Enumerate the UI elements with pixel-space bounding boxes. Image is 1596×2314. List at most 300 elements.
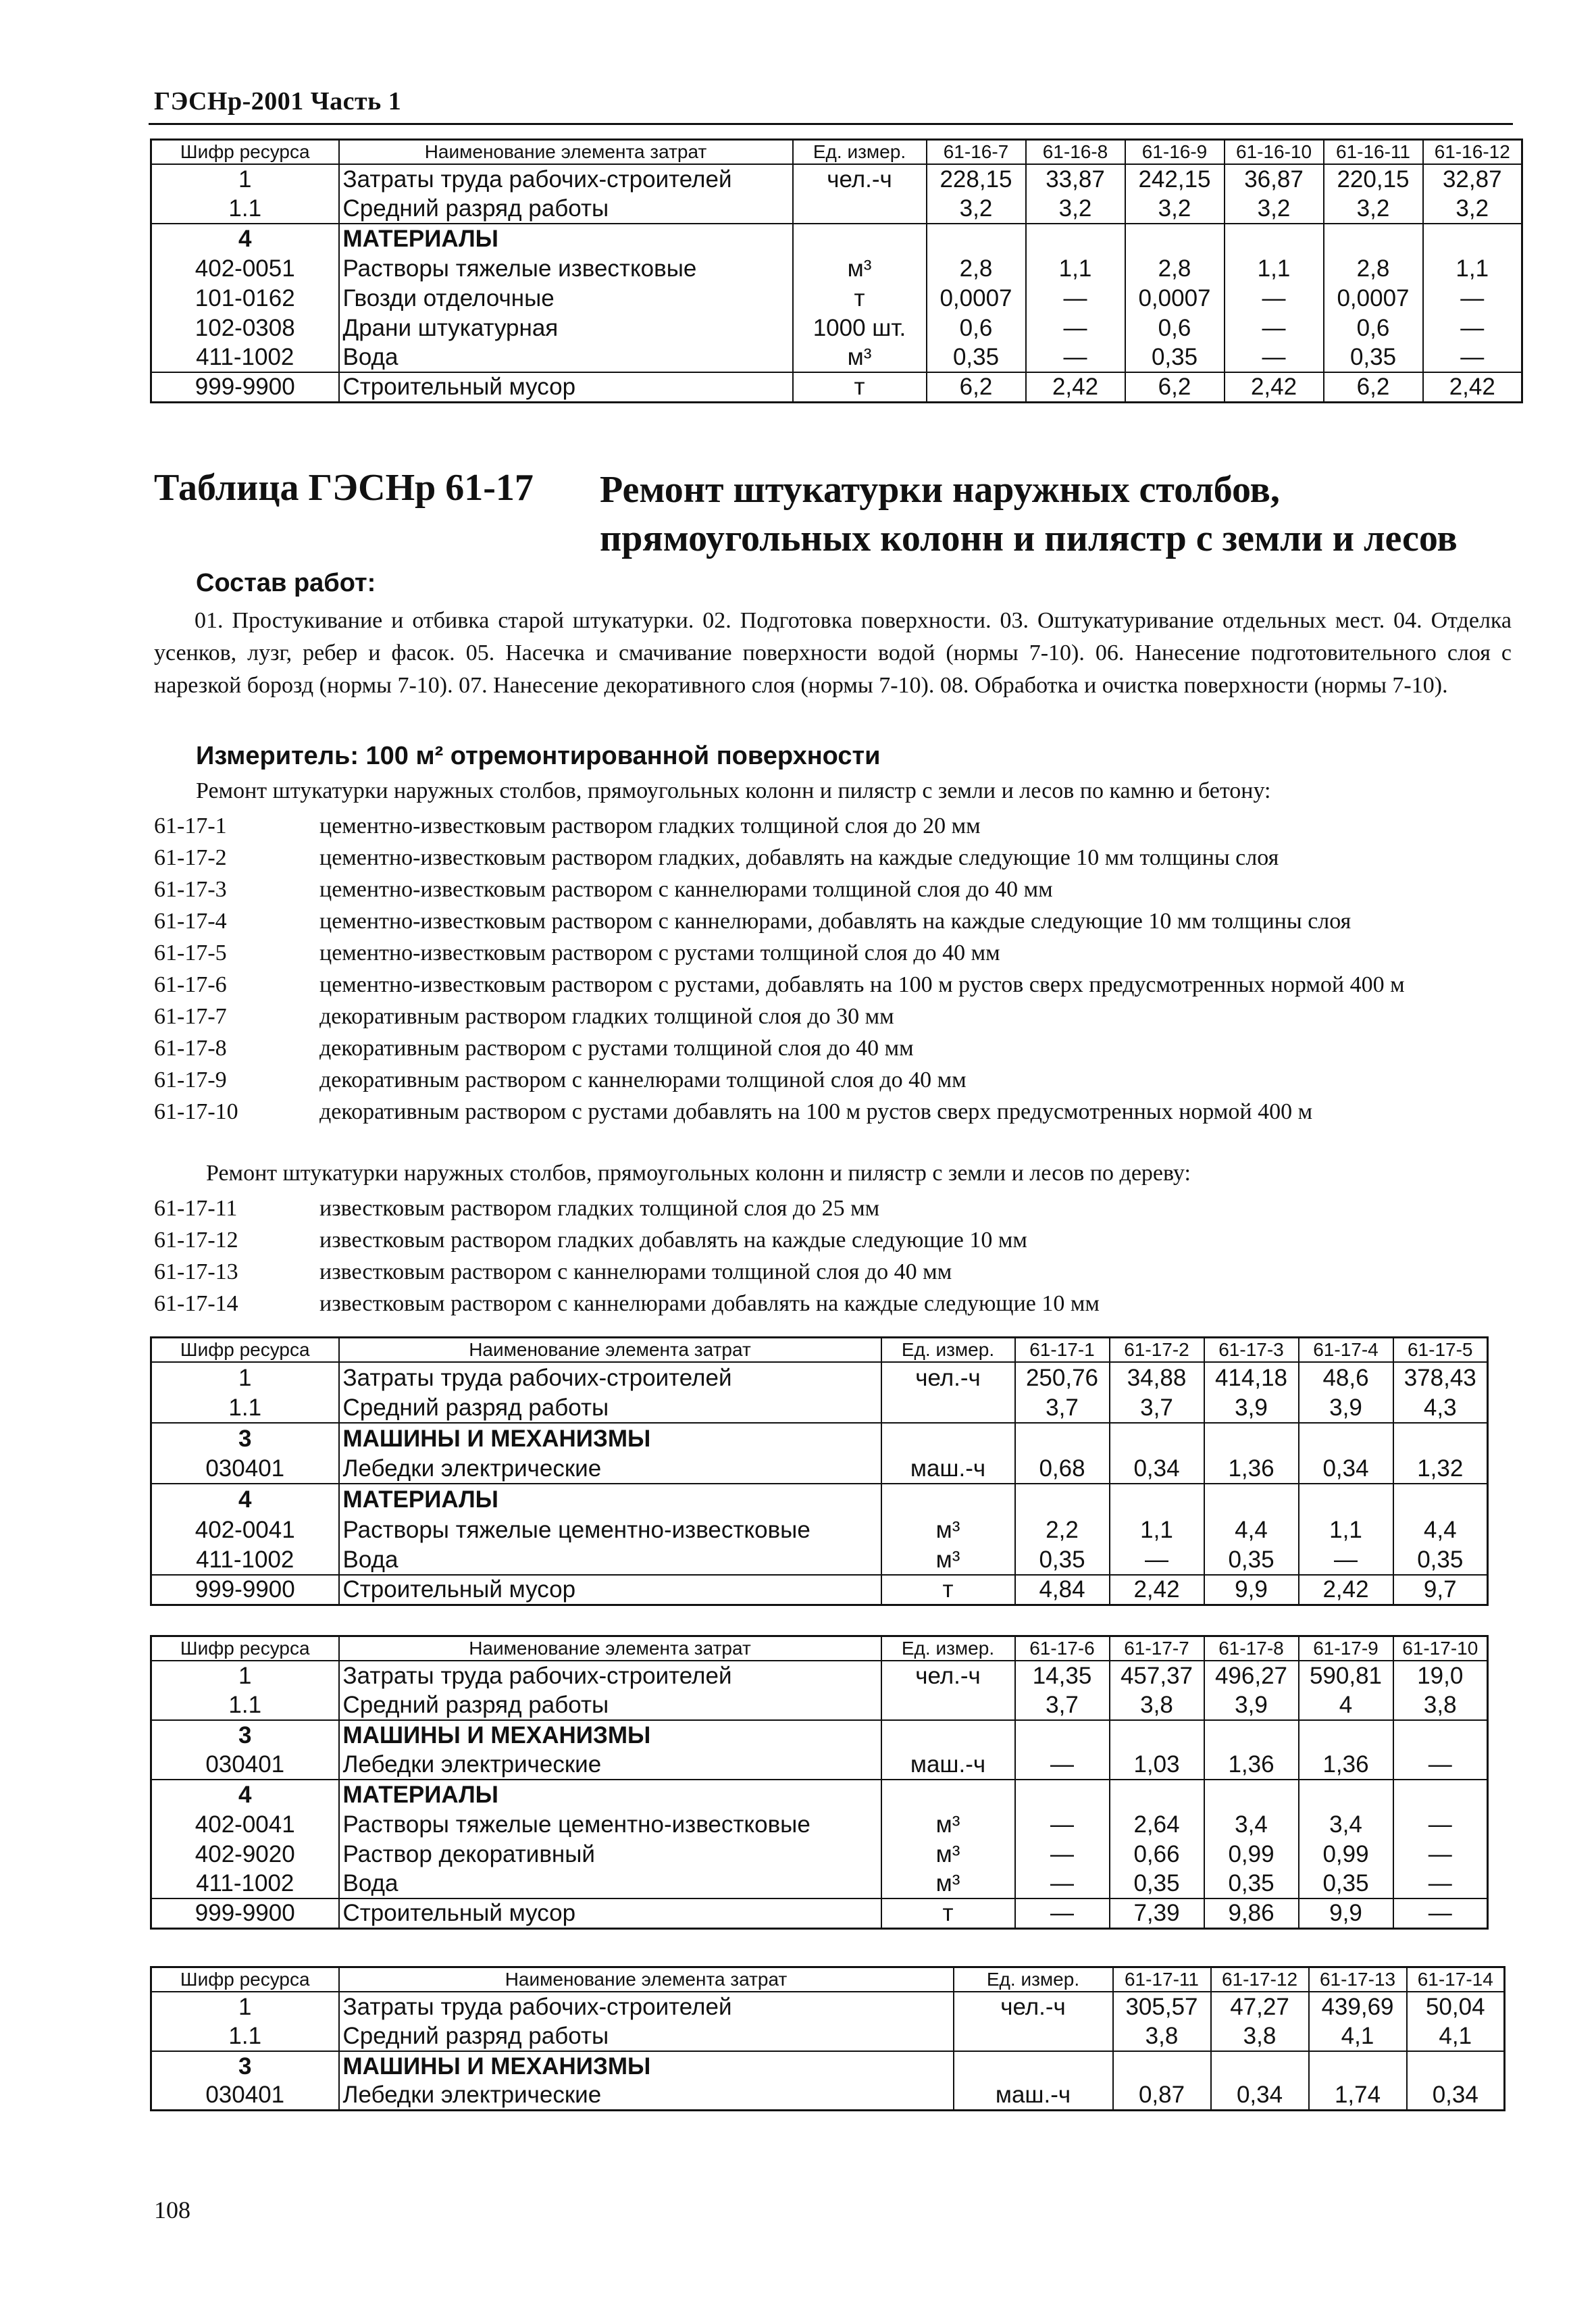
table-row bbox=[151, 164, 1522, 194]
norm-value-cell: 3,8 bbox=[1113, 2021, 1211, 2051]
unit-cell: чел.-ч bbox=[793, 164, 927, 194]
resource-code-cell: 102-0308 bbox=[151, 313, 339, 343]
norm-value-cell: — bbox=[1393, 1809, 1488, 1839]
norm-value-cell: 0,34 bbox=[1299, 1453, 1393, 1484]
unit-cell: м³ bbox=[881, 1869, 1015, 1898]
intro-wood: Ремонт штукатурки наружных столбов, прямоугольных колонн и пилястр с земли и лесов по дереву: bbox=[206, 1161, 1191, 1186]
norm-value-cell: 3,2 bbox=[1423, 194, 1522, 224]
norm-description: цементно-известковым раствором с каннелюрами, добавлять на каждые следующие 10 мм толщины слоя bbox=[319, 909, 1352, 934]
table-row bbox=[151, 2051, 1505, 2081]
norm-value-cell: 0,35 bbox=[1110, 1869, 1204, 1898]
header-norm-61-17-4: 61-17-4 bbox=[1299, 1338, 1393, 1362]
norm-value-cell: 19,0 bbox=[1393, 1661, 1488, 1690]
norm-value-cell: 3,4 bbox=[1299, 1809, 1393, 1839]
header-unit: Ед. измер. bbox=[881, 1338, 1015, 1362]
unit-cell bbox=[881, 1780, 1015, 1809]
norm-list-item bbox=[154, 1192, 1512, 1224]
norm-value-cell: 3,7 bbox=[1110, 1392, 1204, 1423]
norm-value-cell: — bbox=[1026, 343, 1125, 372]
norm-list-item bbox=[154, 1256, 1512, 1288]
unit-cell: м³ bbox=[881, 1839, 1015, 1869]
norm-value-cell: 220,15 bbox=[1324, 164, 1423, 194]
norm-value-cell: 3,2 bbox=[1026, 194, 1125, 224]
norm-code: 61-17-8 bbox=[154, 1036, 227, 1061]
norm-code: 61-17-4 bbox=[154, 909, 227, 934]
norm-value-cell: 2,2 bbox=[1015, 1514, 1110, 1544]
norm-value-cell: 3,2 bbox=[927, 194, 1026, 224]
table-row bbox=[151, 1992, 1505, 2021]
resource-code-cell: 3 bbox=[151, 1720, 339, 1750]
norm-value-cell bbox=[1204, 1484, 1299, 1514]
resource-code-cell: 999-9900 bbox=[151, 1575, 339, 1605]
cost-element-cell: Растворы тяжелые цементно-известковые bbox=[339, 1809, 881, 1839]
norm-value-cell bbox=[1015, 1423, 1110, 1453]
norm-description: декоративным раствором гладких толщиной слоя до 30 мм bbox=[319, 1004, 894, 1029]
norm-value-cell: 9,9 bbox=[1204, 1575, 1299, 1605]
norm-value-cell: 0,6 bbox=[927, 313, 1026, 343]
norm-value-cell: — bbox=[1225, 283, 1324, 313]
unit-cell bbox=[793, 194, 927, 224]
unit-cell: маш.-ч bbox=[954, 2081, 1113, 2111]
norm-value-cell bbox=[1125, 224, 1225, 253]
norm-list-wood bbox=[154, 1192, 1512, 1319]
norm-value-cell: — bbox=[1423, 313, 1522, 343]
norm-list-item bbox=[154, 1001, 1512, 1032]
resource-code-cell: 999-9900 bbox=[151, 1898, 339, 1929]
norm-value-cell: 2,42 bbox=[1423, 372, 1522, 403]
norm-value-cell bbox=[1204, 1720, 1299, 1750]
norm-value-cell bbox=[1423, 224, 1522, 253]
norm-value-cell: 3,9 bbox=[1204, 1392, 1299, 1423]
norm-code: 61-17-12 bbox=[154, 1228, 238, 1253]
header-norm-61-17-6: 61-17-6 bbox=[1015, 1636, 1110, 1661]
norm-value-cell bbox=[1393, 1720, 1488, 1750]
norm-value-cell bbox=[1299, 1780, 1393, 1809]
norm-value-cell bbox=[1299, 1423, 1393, 1453]
norm-value-cell: — bbox=[1015, 1809, 1110, 1839]
resource-code-cell: 999-9900 bbox=[151, 372, 339, 403]
cost-element-cell: Вода bbox=[339, 343, 793, 372]
unit-cell: м³ bbox=[793, 253, 927, 283]
norm-value-cell: 378,43 bbox=[1393, 1362, 1488, 1392]
norm-code: 61-17-6 bbox=[154, 972, 227, 997]
unit-cell: м³ bbox=[793, 343, 927, 372]
norm-value-cell: 0,68 bbox=[1015, 1453, 1110, 1484]
norm-list-item bbox=[154, 810, 1512, 842]
resource-code-cell: 1 bbox=[151, 1362, 339, 1392]
norm-description: цементно-известковым раствором гладких толщиной слоя до 20 мм bbox=[319, 813, 981, 838]
norm-value-cell: 457,37 bbox=[1110, 1661, 1204, 1690]
cost-element-cell: Строительный мусор bbox=[339, 1898, 881, 1929]
norm-value-cell bbox=[1393, 1780, 1488, 1809]
norm-value-cell: 3,2 bbox=[1125, 194, 1225, 224]
norm-value-cell: 36,87 bbox=[1225, 164, 1324, 194]
norm-value-cell: 0,6 bbox=[1324, 313, 1423, 343]
norm-value-cell: 0,35 bbox=[1125, 343, 1225, 372]
norm-value-cell bbox=[1113, 2051, 1211, 2081]
norm-value-cell: 2,42 bbox=[1110, 1575, 1204, 1605]
header-norm-61-17-10: 61-17-10 bbox=[1393, 1636, 1488, 1661]
table-row bbox=[151, 283, 1522, 313]
table-row bbox=[151, 194, 1522, 224]
unit-cell: чел.-ч bbox=[881, 1362, 1015, 1392]
table-row bbox=[151, 1869, 1488, 1898]
resource-code-cell: 402-9020 bbox=[151, 1839, 339, 1869]
header-norm-61-17-14: 61-17-14 bbox=[1407, 1967, 1505, 1992]
norm-value-cell: 1,1 bbox=[1225, 253, 1324, 283]
norm-value-cell: 33,87 bbox=[1026, 164, 1125, 194]
norm-value-cell bbox=[1204, 1423, 1299, 1453]
unit-cell: маш.-ч bbox=[881, 1750, 1015, 1780]
norm-value-cell: — bbox=[1015, 1869, 1110, 1898]
unit-cell bbox=[793, 224, 927, 253]
unit-cell bbox=[954, 2021, 1113, 2051]
unit-cell: чел.-ч bbox=[954, 1992, 1113, 2021]
norm-description: известковым раствором с каннелюрами толщиной слоя до 40 мм bbox=[319, 1259, 952, 1284]
norm-value-cell bbox=[927, 224, 1026, 253]
norm-value-cell: 1,1 bbox=[1299, 1514, 1393, 1544]
norm-value-cell bbox=[1110, 1484, 1204, 1514]
norm-value-cell: 4,3 bbox=[1393, 1392, 1488, 1423]
cost-element-cell: МАШИНЫ И МЕХАНИЗМЫ bbox=[339, 2051, 954, 2081]
cost-element-cell: МАТЕРИАЛЫ bbox=[339, 1484, 881, 1514]
table-row bbox=[151, 1780, 1488, 1809]
norm-list-item bbox=[154, 1032, 1512, 1064]
table-row bbox=[151, 372, 1522, 403]
cost-element-cell: Растворы тяжелые цементно-известковые bbox=[339, 1514, 881, 1544]
norm-value-cell: — bbox=[1026, 283, 1125, 313]
norm-value-cell bbox=[1015, 1780, 1110, 1809]
norm-value-cell: — bbox=[1423, 343, 1522, 372]
norm-value-cell: 6,2 bbox=[1324, 372, 1423, 403]
cost-element-cell: Растворы тяжелые известковые bbox=[339, 253, 793, 283]
works-heading: Состав работ: bbox=[196, 569, 376, 597]
header-norm-61-17-3: 61-17-3 bbox=[1204, 1338, 1299, 1362]
cost-element-cell: МАШИНЫ И МЕХАНИЗМЫ bbox=[339, 1423, 881, 1453]
header-resource-code: Шифр ресурса bbox=[151, 1967, 339, 1992]
cost-element-cell: Затраты труда рабочих-строителей bbox=[339, 164, 793, 194]
header-unit: Ед. измер. bbox=[793, 140, 927, 164]
cost-element-cell: Лебедки электрические bbox=[339, 2081, 954, 2111]
norm-value-cell: 1,74 bbox=[1309, 2081, 1407, 2111]
norm-list-item bbox=[154, 905, 1512, 937]
norm-value-cell: 3,9 bbox=[1204, 1690, 1299, 1720]
norm-value-cell: 0,34 bbox=[1110, 1453, 1204, 1484]
norm-list-item bbox=[154, 937, 1512, 969]
cost-element-cell: Вода bbox=[339, 1869, 881, 1898]
norm-value-cell: 1,36 bbox=[1204, 1453, 1299, 1484]
unit-cell bbox=[881, 1720, 1015, 1750]
header-unit: Ед. измер. bbox=[881, 1636, 1015, 1661]
norm-code: 61-17-5 bbox=[154, 940, 227, 965]
table-label: Таблица ГЭСНр 61-17 bbox=[154, 467, 534, 509]
header-norm-61-16-12: 61-16-12 bbox=[1423, 140, 1522, 164]
header-norm-61-17-8: 61-17-8 bbox=[1204, 1636, 1299, 1661]
norm-value-cell: 48,6 bbox=[1299, 1362, 1393, 1392]
works-description: 01. Простукивание и отбивка старой штукатурки. 02. Подготовка поверхности. 03. Оштукатуривание отдельных мест. 04. Отделка усенков, лузг, ребер и фасок. 05. Насечка и смачивание поверхности водой (нормы 7-10). 06. Нанесение подготовительного слоя с нарезкой борозд (нормы 7-10). 07. Нанесение декоративного слоя (нормы 7-10). 08. Обработка и очистка поверхности (нормы 7-10). bbox=[154, 608, 1512, 698]
table-row bbox=[151, 1720, 1488, 1750]
table-row bbox=[151, 1661, 1488, 1690]
resource-code-cell: 3 bbox=[151, 1423, 339, 1453]
table-row bbox=[151, 1544, 1488, 1575]
cost-element-cell: МАШИНЫ И МЕХАНИЗМЫ bbox=[339, 1720, 881, 1750]
norm-value-cell: 1,03 bbox=[1110, 1750, 1204, 1780]
cost-element-cell: Драни штукатурная bbox=[339, 313, 793, 343]
norm-value-cell: 4,1 bbox=[1407, 2021, 1505, 2051]
norm-value-cell: 3,7 bbox=[1015, 1690, 1110, 1720]
norm-value-cell: — bbox=[1225, 343, 1324, 372]
norm-value-cell: 0,0007 bbox=[927, 283, 1026, 313]
resource-table-61-17-6-10 bbox=[150, 1635, 1489, 1930]
header-cost-element: Наименование элемента затрат bbox=[339, 1338, 881, 1362]
norm-value-cell: — bbox=[1015, 1839, 1110, 1869]
table-header-row bbox=[151, 1967, 1505, 1992]
norm-code: 61-17-1 bbox=[154, 813, 227, 838]
resource-code-cell: 1 bbox=[151, 1661, 339, 1690]
cost-element-cell: Средний разряд работы bbox=[339, 2021, 954, 2051]
header-cost-element: Наименование элемента затрат bbox=[339, 1636, 881, 1661]
table-row bbox=[151, 1750, 1488, 1780]
norm-list-item bbox=[154, 1288, 1512, 1319]
norm-value-cell bbox=[1015, 1720, 1110, 1750]
norm-description: цементно-известковым раствором с рустами, добавлять на 100 м рустов сверх предусмотренных нормой 400 м bbox=[319, 972, 1405, 997]
measure-label: Измеритель: 100 м² отремонтированной поверхности bbox=[196, 742, 881, 770]
resource-table-61-17-11-14 bbox=[150, 1966, 1505, 2111]
table-title: Ремонт штукатурки наружных столбов, прямоугольных колонн и пилястр с земли и лесов bbox=[600, 469, 1458, 559]
cost-element-cell: Раствор декоративный bbox=[339, 1839, 881, 1869]
unit-cell: чел.-ч bbox=[881, 1661, 1015, 1690]
norm-value-cell: 6,2 bbox=[1125, 372, 1225, 403]
norm-value-cell: 4,4 bbox=[1204, 1514, 1299, 1544]
table-header-row bbox=[151, 1636, 1488, 1661]
table-row bbox=[151, 1809, 1488, 1839]
resource-code-cell: 411-1002 bbox=[151, 1869, 339, 1898]
norm-value-cell: 0,87 bbox=[1113, 2081, 1211, 2111]
norm-list-item bbox=[154, 1096, 1512, 1128]
norm-code: 61-17-14 bbox=[154, 1291, 238, 1316]
norm-value-cell: 2,8 bbox=[927, 253, 1026, 283]
resource-code-cell: 101-0162 bbox=[151, 283, 339, 313]
norm-value-cell bbox=[1324, 224, 1423, 253]
norm-value-cell: 305,57 bbox=[1113, 1992, 1211, 2021]
unit-cell: м³ bbox=[881, 1544, 1015, 1575]
table-row bbox=[151, 1423, 1488, 1453]
norm-value-cell bbox=[1225, 224, 1324, 253]
cost-element-cell: Затраты труда рабочих-строителей bbox=[339, 1992, 954, 2021]
table-row bbox=[151, 1839, 1488, 1869]
norm-value-cell bbox=[1026, 224, 1125, 253]
norm-list-item bbox=[154, 1064, 1512, 1096]
header-rule bbox=[149, 123, 1513, 125]
header-norm-61-17-2: 61-17-2 bbox=[1110, 1338, 1204, 1362]
unit-cell: т bbox=[881, 1575, 1015, 1605]
header-resource-code: Шифр ресурса bbox=[151, 140, 339, 164]
norm-list-stone bbox=[154, 810, 1512, 1128]
header-norm-61-17-12: 61-17-12 bbox=[1211, 1967, 1309, 1992]
header-norm-61-17-13: 61-17-13 bbox=[1309, 1967, 1407, 1992]
norm-value-cell bbox=[1299, 1720, 1393, 1750]
norm-value-cell: 14,35 bbox=[1015, 1661, 1110, 1690]
unit-cell: т bbox=[881, 1898, 1015, 1929]
norm-code: 61-17-2 bbox=[154, 845, 227, 870]
unit-cell: маш.-ч bbox=[881, 1453, 1015, 1484]
norm-description: известковым раствором с каннелюрами добавлять на каждые следующие 10 мм bbox=[319, 1291, 1100, 1316]
table-row bbox=[151, 1453, 1488, 1484]
norm-value-cell: 4,84 bbox=[1015, 1575, 1110, 1605]
norm-description: цементно-известковым раствором с каннелюрами толщиной слоя до 40 мм bbox=[319, 877, 1053, 902]
resource-code-cell: 030401 bbox=[151, 1750, 339, 1780]
norm-value-cell: 0,6 bbox=[1125, 313, 1225, 343]
norm-list-item bbox=[154, 874, 1512, 905]
norm-value-cell: — bbox=[1015, 1750, 1110, 1780]
norm-description: декоративным раствором с каннелюрами толщиной слоя до 40 мм bbox=[319, 1067, 967, 1092]
norm-value-cell: — bbox=[1393, 1839, 1488, 1869]
norm-value-cell: 3,4 bbox=[1204, 1809, 1299, 1839]
norm-value-cell: 228,15 bbox=[927, 164, 1026, 194]
unit-cell: м³ bbox=[881, 1514, 1015, 1544]
cost-element-cell: Строительный мусор bbox=[339, 372, 793, 403]
norm-value-cell: 4,1 bbox=[1309, 2021, 1407, 2051]
norm-value-cell: 439,69 bbox=[1309, 1992, 1407, 2021]
norm-value-cell: — bbox=[1225, 313, 1324, 343]
cost-element-cell: Строительный мусор bbox=[339, 1575, 881, 1605]
norm-value-cell: 0,35 bbox=[1204, 1869, 1299, 1898]
norm-value-cell: 4,4 bbox=[1393, 1514, 1488, 1544]
resource-code-cell: 402-0041 bbox=[151, 1514, 339, 1544]
header-unit: Ед. измер. bbox=[954, 1967, 1113, 1992]
cost-element-cell: Гвозди отделочные bbox=[339, 283, 793, 313]
table-row bbox=[151, 343, 1522, 372]
page-number: 108 bbox=[154, 2196, 190, 2223]
norm-value-cell: 9,7 bbox=[1393, 1575, 1488, 1605]
norm-description: декоративным раствором с рустами толщиной слоя до 40 мм bbox=[319, 1036, 914, 1061]
running-head: ГЭСНр-2001 Часть 1 bbox=[154, 87, 402, 116]
header-norm-61-17-1: 61-17-1 bbox=[1015, 1338, 1110, 1362]
table-row bbox=[151, 1392, 1488, 1423]
resource-code-cell: 1.1 bbox=[151, 1392, 339, 1423]
norm-value-cell: 2,42 bbox=[1225, 372, 1324, 403]
norm-value-cell: 3,7 bbox=[1015, 1392, 1110, 1423]
norm-value-cell: 34,88 bbox=[1110, 1362, 1204, 1392]
norm-code: 61-17-13 bbox=[154, 1259, 238, 1284]
norm-value-cell: 32,87 bbox=[1423, 164, 1522, 194]
norm-value-cell: — bbox=[1110, 1544, 1204, 1575]
norm-value-cell: 7,39 bbox=[1110, 1898, 1204, 1929]
resource-code-cell: 1.1 bbox=[151, 1690, 339, 1720]
header-norm-61-17-7: 61-17-7 bbox=[1110, 1636, 1204, 1661]
norm-value-cell: 3,8 bbox=[1393, 1690, 1488, 1720]
resource-code-cell: 4 bbox=[151, 1484, 339, 1514]
unit-cell: т bbox=[793, 283, 927, 313]
norm-value-cell: 1,1 bbox=[1423, 253, 1522, 283]
norm-code: 61-17-10 bbox=[154, 1099, 238, 1124]
cost-element-cell: Средний разряд работы bbox=[339, 1392, 881, 1423]
resource-code-cell: 402-0051 bbox=[151, 253, 339, 283]
resource-table-61-16 bbox=[150, 139, 1523, 403]
norm-value-cell: 242,15 bbox=[1125, 164, 1225, 194]
norm-value-cell: 3,8 bbox=[1211, 2021, 1309, 2051]
resource-code-cell: 1 bbox=[151, 1992, 339, 2021]
norm-value-cell: 4 bbox=[1299, 1690, 1393, 1720]
unit-cell: т bbox=[793, 372, 927, 403]
header-resource-code: Шифр ресурса bbox=[151, 1636, 339, 1661]
norm-value-cell: 414,18 bbox=[1204, 1362, 1299, 1392]
header-resource-code: Шифр ресурса bbox=[151, 1338, 339, 1362]
norm-value-cell: 9,9 bbox=[1299, 1898, 1393, 1929]
norm-value-cell bbox=[1204, 1780, 1299, 1809]
table-row bbox=[151, 313, 1522, 343]
resource-code-cell: 1.1 bbox=[151, 194, 339, 224]
cost-element-cell: Средний разряд работы bbox=[339, 1690, 881, 1720]
table-header-row bbox=[151, 1338, 1488, 1362]
header-norm-61-17-5: 61-17-5 bbox=[1393, 1338, 1488, 1362]
resource-code-cell: 1.1 bbox=[151, 2021, 339, 2051]
cost-element-cell: Лебедки электрические bbox=[339, 1750, 881, 1780]
unit-cell bbox=[881, 1690, 1015, 1720]
norm-value-cell bbox=[1393, 1484, 1488, 1514]
norm-description: цементно-известковым раствором с рустами толщиной слоя до 40 мм bbox=[319, 940, 1000, 965]
norm-value-cell bbox=[1407, 2051, 1505, 2081]
cost-element-cell: Затраты труда рабочих-строителей bbox=[339, 1661, 881, 1690]
norm-value-cell: — bbox=[1393, 1869, 1488, 1898]
resource-code-cell: 411-1002 bbox=[151, 343, 339, 372]
norm-value-cell: 3,2 bbox=[1225, 194, 1324, 224]
table-row bbox=[151, 224, 1522, 253]
unit-cell: 1000 шт. bbox=[793, 313, 927, 343]
cost-element-cell: МАТЕРИАЛЫ bbox=[339, 1780, 881, 1809]
norm-value-cell: 590,81 bbox=[1299, 1661, 1393, 1690]
norm-value-cell: 496,27 bbox=[1204, 1661, 1299, 1690]
norm-value-cell: 0,66 bbox=[1110, 1839, 1204, 1869]
norm-value-cell bbox=[1110, 1423, 1204, 1453]
norm-value-cell bbox=[1110, 1720, 1204, 1750]
header-cost-element: Наименование элемента затрат bbox=[339, 140, 793, 164]
unit-cell: м³ bbox=[881, 1809, 1015, 1839]
resource-code-cell: 1 bbox=[151, 164, 339, 194]
norm-value-cell: — bbox=[1026, 313, 1125, 343]
cost-element-cell: Лебедки электрические bbox=[339, 1453, 881, 1484]
norm-value-cell bbox=[1110, 1780, 1204, 1809]
norm-value-cell: 0,34 bbox=[1211, 2081, 1309, 2111]
cost-element-cell: Вода bbox=[339, 1544, 881, 1575]
header-norm-61-16-7: 61-16-7 bbox=[927, 140, 1026, 164]
header-norm-61-17-11: 61-17-11 bbox=[1113, 1967, 1211, 1992]
norm-value-cell: 0,0007 bbox=[1125, 283, 1225, 313]
norm-list-item bbox=[154, 1224, 1512, 1256]
norm-value-cell: 0,35 bbox=[1299, 1869, 1393, 1898]
norm-value-cell: 3,9 bbox=[1299, 1392, 1393, 1423]
norm-code: 61-17-7 bbox=[154, 1004, 227, 1029]
header-norm-61-16-11: 61-16-11 bbox=[1324, 140, 1423, 164]
norm-value-cell: — bbox=[1299, 1544, 1393, 1575]
resource-code-cell: 411-1002 bbox=[151, 1544, 339, 1575]
norm-list-item bbox=[154, 969, 1512, 1001]
norm-value-cell bbox=[1299, 1484, 1393, 1514]
norm-value-cell: 2,8 bbox=[1125, 253, 1225, 283]
norm-value-cell: 250,76 bbox=[1015, 1362, 1110, 1392]
resource-code-cell: 030401 bbox=[151, 1453, 339, 1484]
norm-value-cell: 0,34 bbox=[1407, 2081, 1505, 2111]
table-row bbox=[151, 1898, 1488, 1929]
norm-description: декоративным раствором с рустами добавлять на 100 м рустов сверх предусмотренных нормой 400 м bbox=[319, 1099, 1313, 1124]
norm-value-cell: — bbox=[1393, 1898, 1488, 1929]
intro-stone: Ремонт штукатурки наружных столбов, прямоугольных колонн и пилястр с земли и лесов по камню и бетону: bbox=[196, 778, 1271, 803]
norm-value-cell: 2,8 bbox=[1324, 253, 1423, 283]
resource-code-cell: 030401 bbox=[151, 2081, 339, 2111]
table-row bbox=[151, 1514, 1488, 1544]
header-norm-61-16-8: 61-16-8 bbox=[1026, 140, 1125, 164]
norm-value-cell: 47,27 bbox=[1211, 1992, 1309, 2021]
